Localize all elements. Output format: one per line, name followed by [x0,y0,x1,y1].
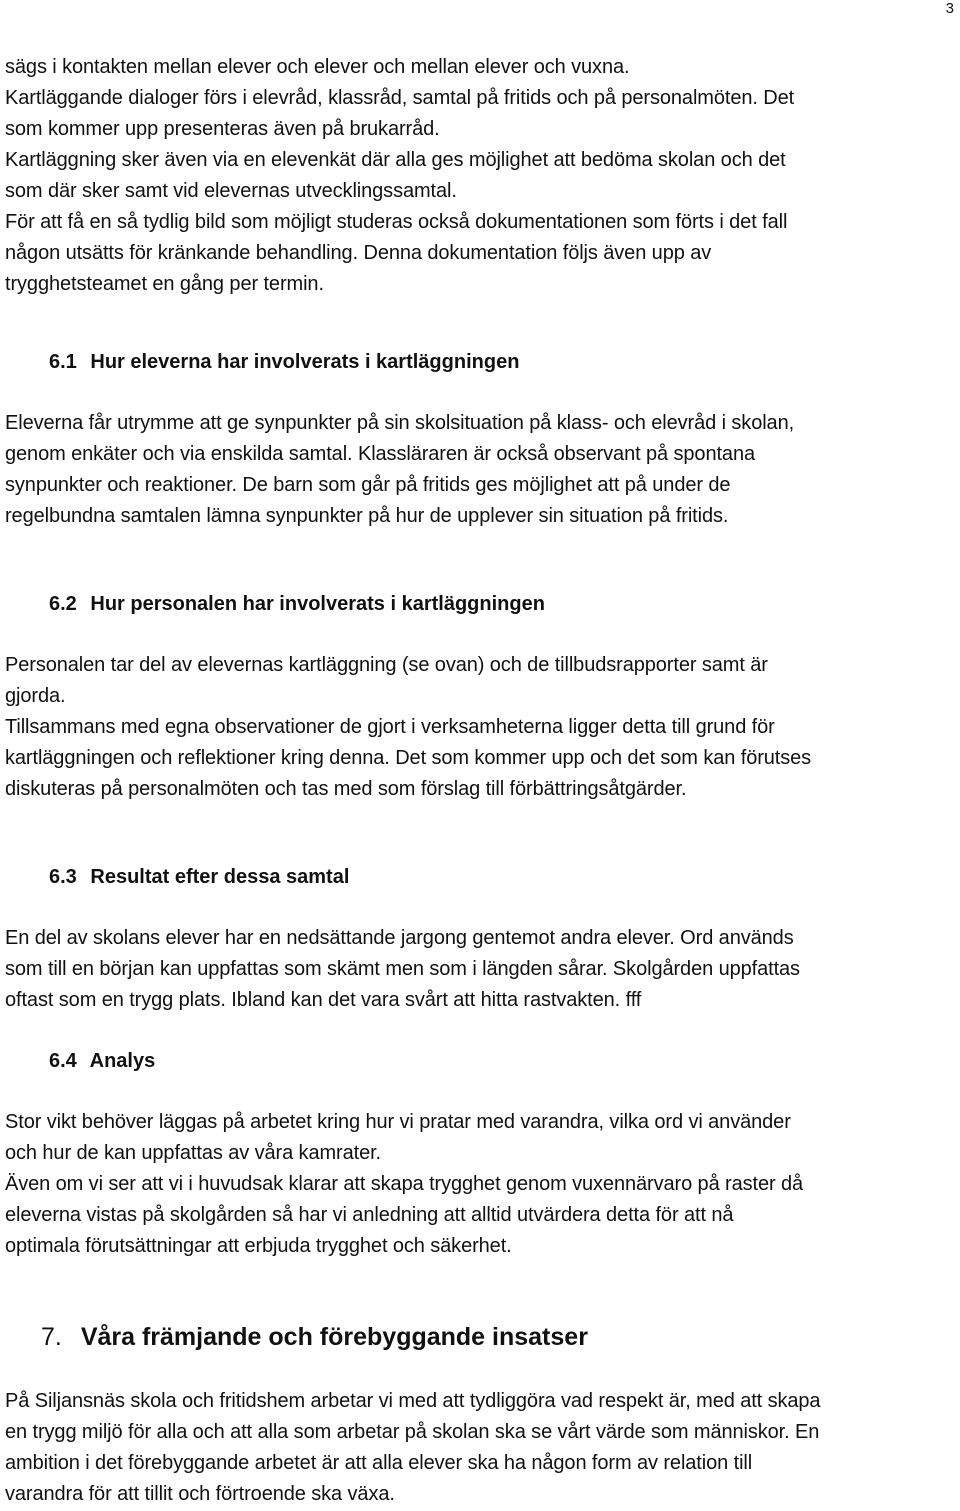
text-line: Kartläggande dialoger förs i elevråd, klassråd, samtal på fritids och på personalmöten. Det [5,87,795,109]
text-line: ambition i det förebyggande arbetet är att alla elever ska ha någon form av relation till [5,1452,753,1474]
section-paragraph-6-4 [5,1107,957,1262]
page-number: 3 [945,0,954,17]
text-line: Kartläggning sker även via en elevenkät där alla ges möjlighet att bedöma skolan och det [5,149,786,171]
text-line: eleverna vistas på skolgården så har vi anledning att alltid utvärdera detta för att nå [5,1204,734,1226]
text-line: som där sker samt vid elevernas utvecklingssamtal. [5,180,457,202]
section-title: Hur eleverna har involverats i kartläggningen [90,351,520,373]
section-title: Resultat efter dessa samtal [90,866,350,888]
section-title: Analys [89,1050,156,1072]
section-number: 6.2 [49,593,77,615]
text-line: sägs i kontakten mellan elever och elever och mellan elever och vuxna. [5,56,630,78]
chapter-title: Våra främjande och förebyggande insatser [80,1323,588,1351]
text-line: optimala förutsättningar att erbjuda trygghet och säkerhet. [5,1235,512,1257]
text-line: trygghetsteamet en gång per termin. [5,273,324,295]
text-line: På Siljansnäs skola och fritidshem arbetar vi med att tydliggöra vad respekt är, med att skapa [5,1390,821,1412]
text-line: och hur de kan uppfattas av våra kamrater. [5,1142,382,1164]
text-line: som till en början kan uppfattas som skämt men som i längden sårar. Skolgården uppfattas [5,958,800,980]
text-line: någon utsätts för kränkande behandling. Denna dokumentation följs även upp av [5,242,712,264]
text-line: gjorda. [5,685,66,707]
intro-paragraph [5,52,957,300]
text-line: Tillsammans med egna observationer de gjort i verksamheterna ligger detta till grund för [5,716,775,738]
document-body [5,52,957,1510]
text-line: Stor vikt behöver läggas på arbetet kring hur vi pratar med varandra, vilka ord vi använder [5,1111,791,1133]
section-heading-6-2 [5,589,957,620]
text-line: Personalen tar del av elevernas kartläggning (se ovan) och de tillbudsrapporter samt är [5,654,768,676]
chapter-heading-7 [5,1320,957,1354]
section-heading-6-1 [5,347,957,378]
text-line: genom enkäter och via enskilda samtal. Klassläraren är också observant på spontana [5,443,756,465]
section-title: Hur personalen har involverats i kartläggningen [90,593,545,615]
text-line: För att få en så tydlig bild som möjligt studeras också dokumentationen som förts i det fall [5,211,788,233]
chapter-number: 7. [41,1323,62,1351]
chapter-paragraph-7 [5,1386,957,1510]
section-heading-6-4 [5,1046,957,1077]
section-heading-6-3 [5,862,957,893]
text-line: som kommer upp presenteras även på brukarråd. [5,118,440,140]
text-line: Även om vi ser att vi i huvudsak klarar att skapa trygghet genom vuxennärvaro på raster då [5,1173,804,1195]
text-line: En del av skolans elever har en nedsättande jargong gentemot andra elever. Ord används [5,927,794,949]
text-line: varandra för att tillit och förtroende ska växa. [5,1483,395,1505]
text-line: regelbundna samtalen lämna synpunkter på hur de upplever sin situation på fritids. [5,505,729,527]
section-paragraph-6-3 [5,923,957,1016]
section-paragraph-6-2 [5,650,957,805]
text-line: kartläggningen och reflektioner kring denna. Det som kommer upp och det som kan förutses [5,747,812,769]
section-number: 6.3 [49,866,77,888]
text-line: oftast som en trygg plats. Ibland kan det vara svårt att hitta rastvakten. fff [5,989,642,1011]
text-line: Eleverna får utrymme att ge synpunkter på sin skolsituation på klass- och elevråd i skolan, [5,412,795,434]
section-number: 6.4 [49,1050,77,1072]
section-paragraph-6-1 [5,408,957,532]
text-line: diskuteras på personalmöten och tas med som förslag till förbättringsåtgärder. [5,778,687,800]
section-number: 6.1 [49,351,77,373]
text-line: en trygg miljö för alla och att alla som arbetar på skolan ska se vårt värde som människor. En [5,1421,820,1443]
text-line: synpunkter och reaktioner. De barn som går på fritids ges möjlighet att på under de [5,474,731,496]
